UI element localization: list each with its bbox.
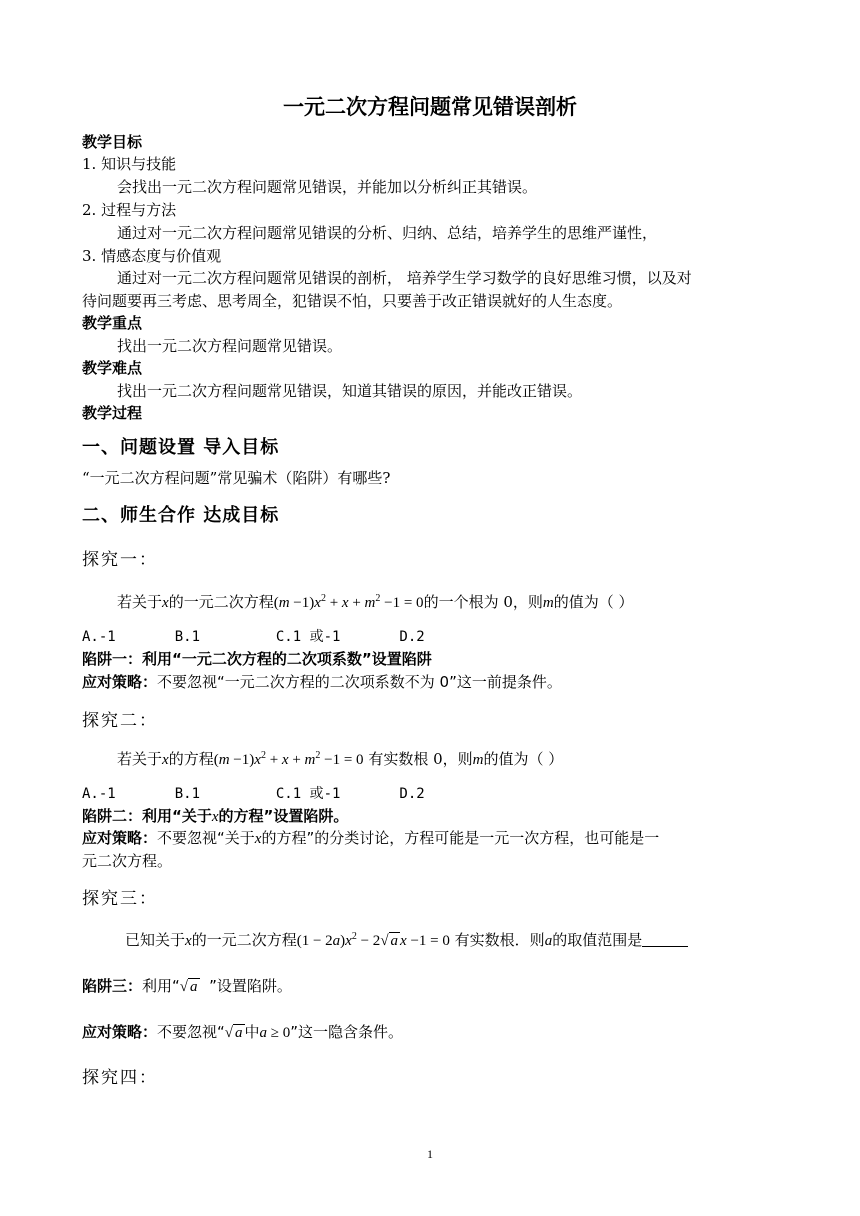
answer-blank [642, 932, 688, 947]
explore1-question: 若关于x的一元二次方程$(m -1)x^2 + x + m^2 -1 = 0$的一个根为 0，则m的值为（ ） [117, 593, 634, 611]
explore3-equation: $(1 - 2a)x^2 - 2√$ a x −1 = 0 [296, 931, 450, 949]
objective-item-2: 2. 过程与方法 [82, 201, 177, 219]
explore2-options: A.-1 B.1 C.1 或-1 D.2 [82, 786, 425, 802]
explore1-equation: $(m -1)x^2 + x + m^2 -1 = 0$ [273, 593, 424, 611]
page-number: 1 [427, 1147, 433, 1161]
objective-item-3-text-line1: 通过对一元二次方程问题常见错误的剖析， 培养学生学习数学的良好思维习惯，以及对 [117, 269, 692, 287]
explore2-label: 探究二： [82, 711, 158, 731]
objective-item-1: 1. 知识与技能 [82, 155, 177, 173]
objective-item-2-text: 通过对一元二次方程问题常见错误的分析、归纳、总结，培养学生的思维严谨性， [117, 224, 658, 242]
objective-item-3-text-line2: 待问题要再三考虑、思考周全，犯错误不怕，只要善于改正错误就好的人生态度。 [82, 292, 623, 310]
page-title: 一元二次方程问题常见错误剖析 [283, 95, 577, 119]
explore2-strategy-line1: 应对策略：不要忽视“关于x的方程”的分类讨论，方程可能是一元一次方程，也可能是一 [82, 829, 660, 847]
explore3-trap: 陷阱三：利用“√ a ”设置陷阱。 [82, 977, 292, 995]
section2-heading: 二、师生合作 达成目标 [82, 505, 280, 526]
explore1-label: 探究一： [82, 550, 158, 570]
objectives-heading: 教学目标 [82, 133, 143, 151]
difficulty-text: 找出一元二次方程问题常见错误，知道其错误的原因，并能改正错误。 [117, 382, 583, 400]
objective-item-1-text: 会找出一元二次方程问题常见错误，并能加以分析纠正其错误。 [117, 178, 538, 196]
objective-item-3: 3. 情感态度与价值观 [82, 247, 222, 265]
section1-question: “一元二次方程问题”常见骗术（陷阱）有哪些? [82, 469, 391, 487]
explore4-label: 探究四： [82, 1068, 158, 1088]
process-heading: 教学过程 [82, 404, 143, 422]
difficulty-heading: 教学难点 [82, 359, 143, 377]
explore3-strategy: 应对策略：不要忽视“√ a 中a ≥ 0”这一隐含条件。 [82, 1023, 404, 1041]
explore2-equation: $(m -1)x^2 + x + m^2 -1 = 0$ [213, 750, 364, 768]
key-point-heading: 教学重点 [82, 314, 143, 332]
explore3-label: 探究三： [82, 889, 158, 909]
explore1-strategy: 应对策略：不要忽视“一元二次方程的二次项系数不为 0”这一前提条件。 [82, 673, 562, 691]
explore2-trap: 陷阱二：利用“关于x的方程”设置陷阱。 [82, 807, 349, 825]
explore1-trap: 陷阱一：利用“一元二次方程的二次项系数”设置陷阱 [82, 650, 432, 668]
section1-heading: 一、问题设置 导入目标 [82, 437, 280, 458]
explore2-question: 若关于x的方程$(m -1)x^2 + x + m^2 -1 = 0$ 有实数根 0，则m的值为（ ） [117, 750, 564, 768]
explore2-strategy-line2: 元二次方程。 [82, 852, 173, 870]
explore1-options: A.-1 B.1 C.1 或-1 D.2 [82, 629, 425, 645]
key-point-text: 找出一元二次方程问题常见错误。 [117, 337, 343, 355]
explore3-question: 已知关于x的一元二次方程$(1 - 2a)x^2 - 2√$ a x −1 = 0 有实数根．则a的取值范围是 [125, 929, 688, 950]
